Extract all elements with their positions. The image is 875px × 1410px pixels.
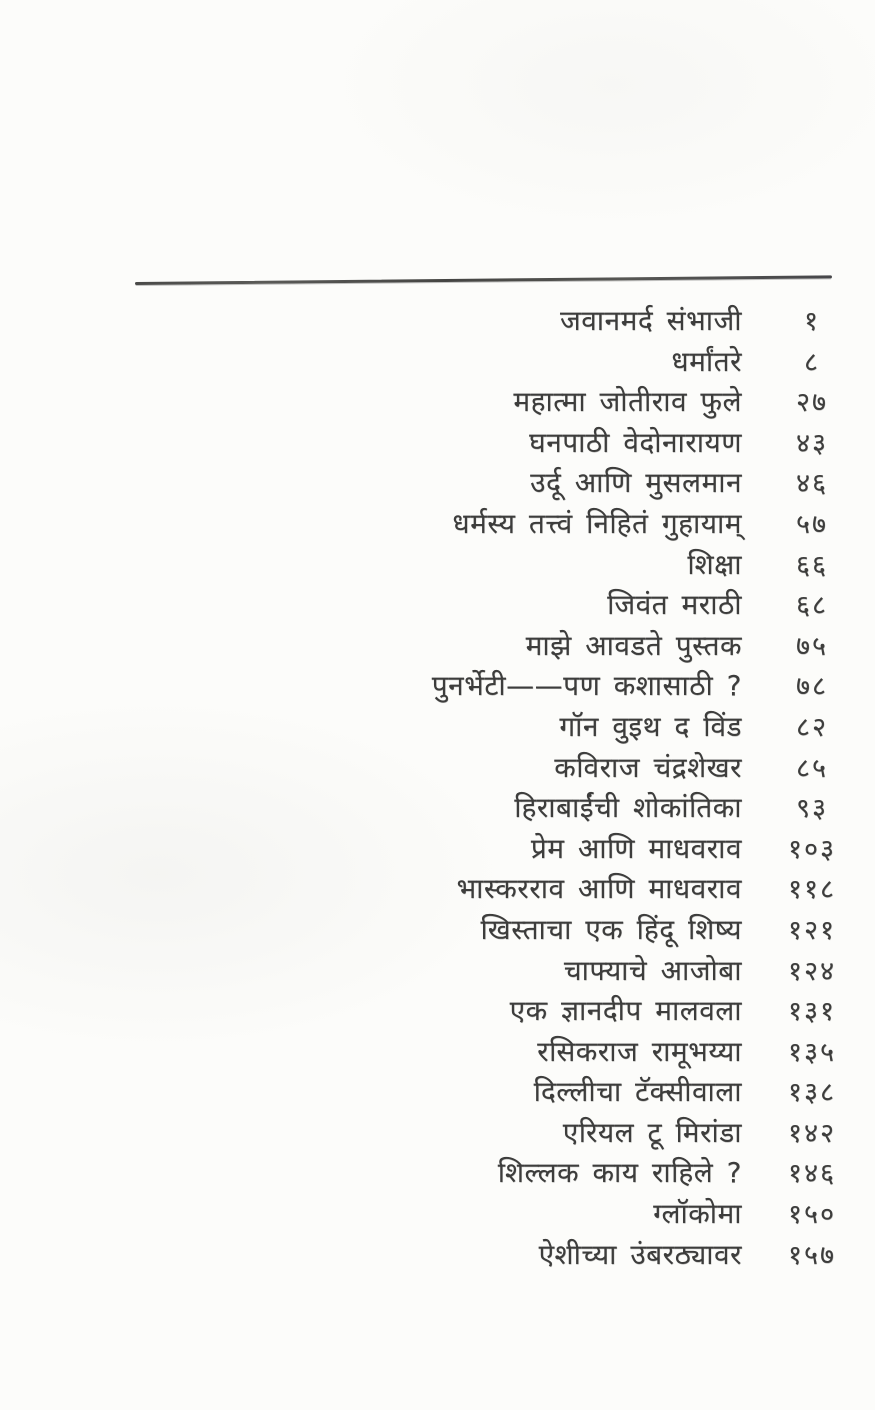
toc-entry — [118, 1235, 858, 1276]
toc-entry — [118, 951, 858, 992]
toc-entry-page-number: १३८ — [787, 1077, 837, 1109]
toc-entry-title: एक ज्ञानदीप मालवला — [509, 994, 742, 1028]
toc-entry — [118, 829, 858, 870]
toc-entry-title: पुनर्भेटी——पण कशासाठी ? — [431, 669, 742, 703]
toc-entry-page-number: १३५ — [787, 1036, 837, 1068]
toc-entry — [118, 1113, 858, 1154]
toc-entry-title: शिल्लक काय राहिले ? — [497, 1156, 742, 1190]
toc-entry-page-number: ११८ — [787, 874, 837, 906]
toc-entry-title: दिल्लीचा टॅक्सीवाला — [533, 1075, 742, 1109]
toc-entry-page-number: १५० — [787, 1199, 837, 1231]
toc-entry-page-number: ६८ — [795, 590, 829, 622]
toc-entry — [118, 626, 858, 667]
toc-entry — [118, 423, 858, 464]
toc-entry-title: ऐशीच्या उंबरठ्यावर — [538, 1237, 742, 1271]
toc-entry-page-number: ७५ — [795, 630, 829, 662]
toc-entry-title: धर्मांतरे — [671, 344, 742, 378]
header-divider-rule — [135, 275, 832, 285]
toc-entry-page-number: १०३ — [787, 833, 837, 865]
toc-entry — [118, 1032, 858, 1073]
toc-entry — [118, 748, 858, 789]
toc-entry-title: हिराबाईंची शोकांतिका — [514, 791, 742, 825]
toc-entry — [118, 666, 858, 707]
toc-entry-page-number: ७८ — [795, 671, 829, 703]
toc-entry-page-number: ५७ — [795, 508, 829, 540]
table-of-contents — [118, 301, 858, 1275]
toc-entry-page-number: ४३ — [795, 427, 829, 459]
toc-entry — [118, 504, 858, 545]
toc-entry-title: धर्मस्य तत्त्वं निहितं गुहायाम् — [452, 506, 742, 540]
toc-entry-title: जिवंत मराठी — [607, 588, 742, 622]
toc-entry-page-number: १२१ — [787, 914, 837, 946]
toc-entry-title: ग्लॉकोमा — [653, 1197, 742, 1231]
toc-entry-page-number: ९३ — [795, 793, 829, 825]
toc-entry-title: घनपाठी वेदोनारायण — [529, 425, 742, 459]
toc-entry — [118, 301, 858, 342]
toc-entry-title: कविराज चंद्रशेखर — [554, 750, 742, 784]
toc-entry-title: भास्करराव आणि माधवराव — [456, 872, 742, 906]
toc-entry-page-number: ८ — [803, 346, 821, 378]
toc-entry-page-number: ८२ — [795, 711, 829, 743]
toc-entry — [118, 585, 858, 626]
toc-entry-title: महात्मा जोतीराव फुले — [513, 385, 742, 419]
toc-entry-title: शिक्षा — [687, 547, 742, 581]
toc-entry — [118, 463, 858, 504]
toc-entry-title: जवानमर्द संभाजी — [559, 304, 742, 337]
toc-entry-page-number: १५७ — [787, 1239, 837, 1271]
toc-entry-title: एरियल टू मिरांडा — [562, 1115, 742, 1149]
toc-entry-page-number: ४६ — [795, 468, 829, 500]
toc-entry-page-number: १३१ — [787, 996, 837, 1028]
toc-entry — [118, 1153, 858, 1194]
toc-entry — [118, 869, 858, 910]
toc-entry — [118, 1194, 858, 1235]
toc-entry-title: उर्दू आणि मुसलमान — [530, 466, 742, 500]
toc-entry-title: गॉन वुइथ द विंड — [559, 709, 742, 743]
toc-entry — [118, 1072, 858, 1113]
toc-entry-page-number: १२४ — [787, 955, 837, 987]
toc-entry-title: खिस्ताचा एक हिंदू शिष्य — [480, 912, 742, 946]
toc-entry-page-number: ८५ — [795, 752, 829, 784]
toc-entry — [118, 545, 858, 586]
toc-entry-title: चाफ्याचे आजोबा — [563, 953, 742, 987]
toc-entry-title: माझे आवडते पुस्तक — [525, 628, 742, 662]
toc-entry-page-number: १४२ — [787, 1117, 837, 1149]
toc-entry — [118, 991, 858, 1032]
toc-entry — [118, 910, 858, 951]
toc-entry-page-number: १४६ — [787, 1158, 837, 1190]
toc-entry-title: रसिकराज रामूभय्या — [537, 1034, 742, 1068]
toc-entry-page-number: १ — [803, 306, 821, 337]
toc-entry — [118, 707, 858, 748]
toc-entry-page-number: २७ — [795, 387, 829, 419]
toc-entry — [118, 788, 858, 829]
toc-entry-title: प्रेम आणि माधवराव — [530, 831, 742, 865]
toc-entry — [118, 342, 858, 383]
toc-entry-page-number: ६६ — [795, 549, 829, 581]
toc-entry — [118, 382, 858, 423]
